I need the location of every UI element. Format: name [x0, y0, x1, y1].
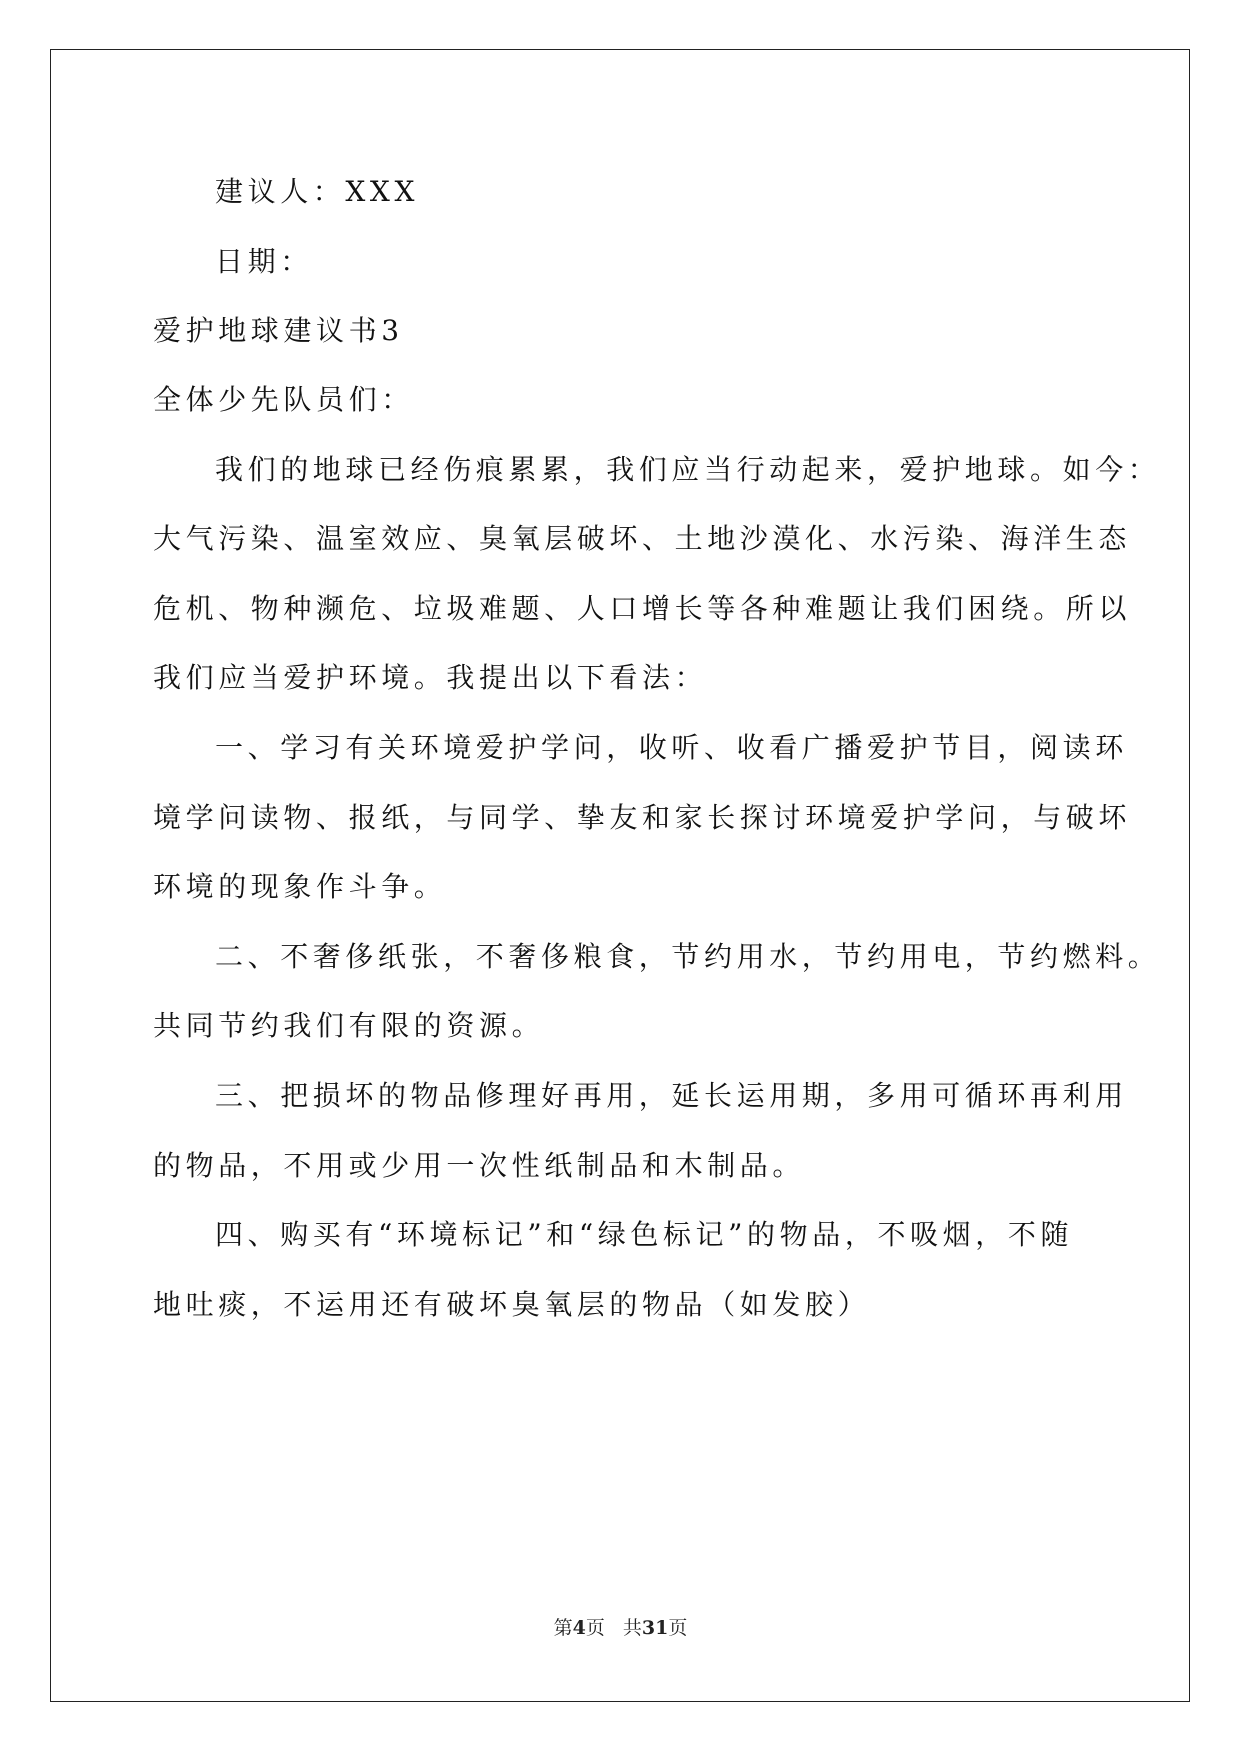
paragraph-1-line-4: 我们应当爱护环境。我提出以下看法：	[153, 661, 708, 694]
footer-page-number: 4	[572, 1617, 586, 1639]
paragraph-4-line-1: 三、把损坏的物品修理好再用，延长运用期，多用可循环再利用	[215, 1079, 1128, 1112]
paragraph-1-line-2: 大气污染、温室效应、臭氧层破坏、土地沙漠化、水污染、海洋生态	[153, 522, 1132, 555]
paragraph-5-line-1: 四、购买有“环境标记”和“绿色标记”的物品，不吸烟，不随	[215, 1218, 1074, 1251]
paragraph-2-line-1: 一、学习有关环境爱护学问，收听、收看广播爱护节目，阅读环	[215, 731, 1128, 764]
paragraph-5-line-2: 地吐痰，不运用还有破坏臭氧层的物品（如发胶）	[153, 1288, 871, 1321]
salutation: 全体少先队员们：	[153, 383, 414, 416]
paragraph-3-line-2: 共同节约我们有限的资源。	[153, 1009, 545, 1042]
footer-total-suffix: 页	[668, 1617, 688, 1639]
footer-total-pages: 31	[641, 1617, 669, 1639]
paragraph-2-line-3: 环境的现象作斗争。	[153, 870, 447, 903]
footer-page-suffix: 页	[585, 1617, 605, 1639]
paragraph-1-line-1: 我们的地球已经伤痕累累，我们应当行动起来，爱护地球。如今：	[215, 453, 1161, 486]
proposer-line: 建议人：XXX	[215, 175, 420, 208]
document-title: 爱护地球建议书3	[153, 314, 404, 347]
paragraph-4-line-2: 的物品，不用或少用一次性纸制品和木制品。	[153, 1149, 806, 1182]
footer-total-prefix: 共	[622, 1617, 642, 1639]
paragraph-2-line-2: 境学问读物、报纸，与同学、挚友和家长探讨环境爱护学问，与破坏	[153, 801, 1132, 834]
footer-page-prefix: 第	[553, 1617, 573, 1639]
date-line: 日期：	[215, 245, 313, 278]
page-footer	[0, 1616, 1241, 1640]
paragraph-1-line-3: 危机、物种濒危、垃圾难题、人口增长等各种难题让我们困绕。所以	[153, 592, 1132, 625]
paragraph-3-line-1: 二、不奢侈纸张，不奢侈粮食，节约用水，节约用电，节约燃料。	[215, 940, 1161, 973]
